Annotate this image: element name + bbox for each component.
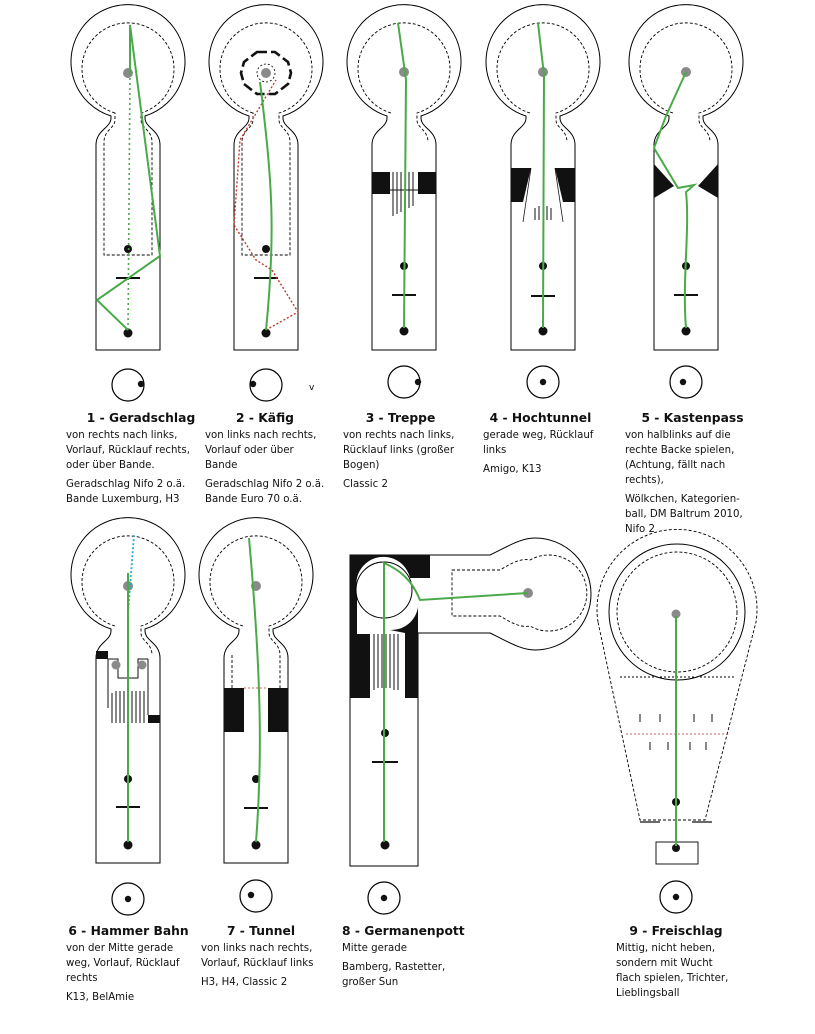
lane-5-balls: Wölkchen, Kategorien-ball, DM Baltrum 2010, Nifo 2 [625, 494, 743, 535]
lane-8-description: Mitte gerade [342, 943, 408, 954]
lane-1-diagram [71, 5, 185, 401]
lane-7-caption [201, 924, 321, 994]
spin-indicator [240, 880, 272, 912]
box-obstacle-right [698, 164, 718, 198]
lane-6-diagram [71, 518, 185, 915]
lane-1-balls: Geradschlag Nifo 2 o.ä. Bande Luxemburg, H3 [66, 479, 186, 505]
bank-path-dotted [234, 80, 298, 330]
shot-path [260, 82, 272, 330]
lane-4-title: 4 - Hochtunnel [489, 411, 592, 425]
hammer-block-left [96, 651, 108, 659]
lane-8-balls: Bamberg, Rastetter, großer Sun [342, 962, 446, 988]
spin-dot [680, 379, 686, 385]
lane-7-title: 7 - Tunnel [226, 924, 296, 938]
box-obstacle-left [654, 164, 674, 198]
lane-5-caption [625, 411, 760, 541]
hammer-block-right [148, 715, 160, 723]
lane-2-balls: Geradschlag Nifo 2 o.ä. Bande Euro 70 o.ä. [205, 479, 325, 505]
spin-dot [381, 895, 387, 901]
tunnel-block-left [224, 688, 244, 732]
spin-dot [673, 894, 679, 900]
tunnel-block-right [268, 688, 288, 732]
target-hole [123, 68, 133, 78]
lane-8-diagram [350, 538, 591, 914]
germanenpott-lines [374, 634, 398, 690]
lane-2-marker: v [309, 383, 315, 393]
spin-dot [250, 381, 256, 387]
lane-4-description: gerade weg, Rücklauf links [483, 430, 594, 456]
lane-4-balls: Amigo, K13 [483, 464, 542, 475]
lane-7-balls: H3, H4, Classic 2 [201, 977, 288, 988]
lane-5-description: von halblinks auf die rechte Backe spielen, (Achtung, fällt nach rechts), [625, 430, 735, 486]
shot-path [654, 72, 694, 328]
lane-8-title: 8 - Germanenpott [342, 924, 465, 938]
lane-1-description: von rechts nach links, Vorlauf, Rücklauf rechts, oder über Bande. [66, 430, 190, 471]
tunnel-obstacle-right [555, 168, 575, 202]
lane-6-description: von der Mitte gerade weg, Vorlauf, Rücklauf rechts [66, 943, 180, 984]
stairs-obstacle-left [372, 172, 390, 194]
lane-1-title: 1 - Geradschlag [86, 411, 196, 425]
tunnel-obstacle-left [511, 168, 531, 202]
spin-dot [125, 896, 131, 902]
spin-dot [248, 892, 254, 898]
hammer-pin-left [112, 661, 121, 670]
lane-1-caption [66, 411, 216, 511]
ball-mark [262, 245, 270, 253]
lane-3-balls: Classic 2 [343, 479, 388, 490]
lane-2-caption [205, 411, 325, 511]
lane-3-title: 3 - Treppe [365, 411, 436, 425]
lane-7-description: von links nach rechts, Vorlauf, Rücklauf links [201, 943, 314, 969]
lane-6-balls: K13, BelAmie [66, 992, 135, 1003]
stairs-obstacle-right [418, 172, 436, 194]
lane-4-diagram [486, 5, 600, 398]
hammer-pin-right [138, 661, 147, 670]
target-hole [261, 68, 271, 78]
lane-3-caption [343, 411, 458, 496]
lane-7-diagram [199, 518, 313, 912]
lane-5-diagram [629, 5, 743, 398]
lane-6-title: 6 - Hammer Bahn [68, 924, 189, 938]
lane-2-title: 2 - Käfig [236, 411, 294, 425]
spin-dot [415, 379, 421, 385]
lane-4-caption [483, 411, 598, 481]
lane-9-description: Mittig, nicht heben, sondern mit Wucht flach spielen, Trichter, Lieblingsball [616, 943, 729, 999]
lane-5-title: 5 - Kastenpass [641, 411, 744, 425]
lane-9-diagram [597, 529, 757, 913]
spin-dot [540, 379, 546, 385]
lane-9-caption [616, 924, 736, 1005]
lane-6-caption [66, 924, 191, 1009]
shot-path-dotted [128, 73, 130, 330]
lane-3-diagram [347, 5, 461, 398]
lane-8-caption [342, 924, 472, 994]
lane-2-description: von links nach rechts, Vorlauf oder über Bande [205, 430, 317, 471]
lane-2-diagram [209, 5, 323, 401]
spin-dot [138, 381, 144, 387]
lane-9-title: 9 - Freischlag [629, 924, 723, 938]
lane-3-description: von rechts nach links, Rücklauf links (großer Bogen) [343, 430, 455, 471]
